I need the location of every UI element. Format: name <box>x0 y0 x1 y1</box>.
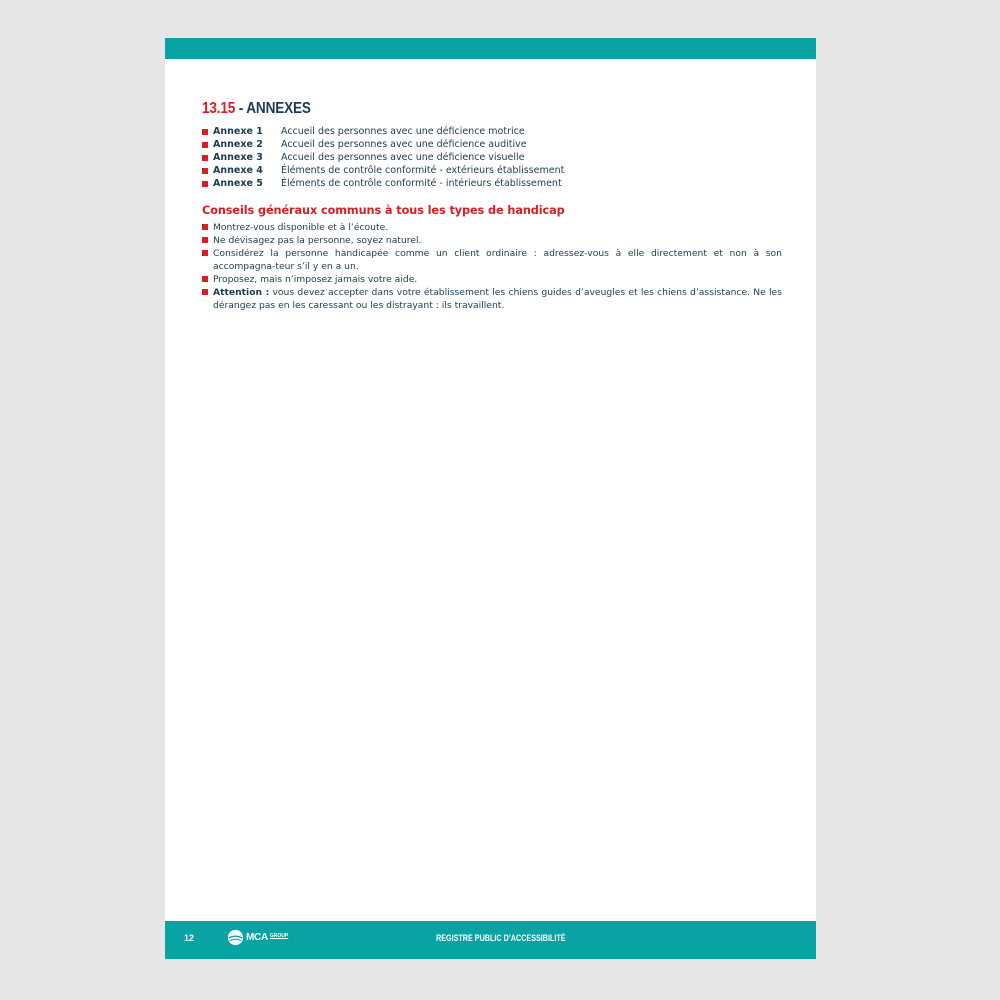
advice-text-body: Proposez, mais n’imposez jamais votre aide. <box>213 274 418 285</box>
footer-bar <box>165 921 816 959</box>
bullet-square-icon <box>202 276 208 282</box>
advice-item <box>202 234 782 247</box>
advice-item <box>202 273 782 286</box>
advice-list <box>202 221 782 312</box>
annex-label: Annexe 4 <box>213 165 263 176</box>
annex-item <box>202 164 782 177</box>
annex-description: Accueil des personnes avec une déficience visuelle <box>281 152 525 163</box>
advice-text-body: vous devez accepter dans votre établissement les chiens guides d’aveugles et les chiens d’assistance. Ne les dérangez pas en les caressant ou les distrayant : ils travaillent. <box>213 287 783 311</box>
annex-label: Annexe 5 <box>213 178 263 189</box>
advice-item <box>202 221 782 234</box>
company-logo <box>227 929 288 946</box>
footer-title: REGISTRE PUBLIC D’ACCESSIBILITÉ <box>436 933 566 943</box>
bullet-square-icon <box>202 181 208 187</box>
section-name: ANNEXES <box>246 100 311 117</box>
section-separator: - <box>235 100 247 117</box>
advice-text-body: Ne dévisagez pas la personne, soyez naturel. <box>213 235 422 246</box>
logo-text: MCA <box>246 932 268 943</box>
advice-text-body: Considérez la personne handicapée comme un client ordinaire : adressez-vous à elle directement et non à son accompagna-teur s’il y en a un. <box>213 248 782 272</box>
page-number: 12 <box>184 933 195 943</box>
annex-item <box>202 151 782 164</box>
advice-text <box>213 247 782 273</box>
annex-description: Éléments de contrôle conformité - extérieurs établissement <box>281 165 565 176</box>
page-content <box>202 100 782 312</box>
advice-text <box>213 234 782 247</box>
annex-label: Annexe 1 <box>213 126 263 137</box>
bullet-square-icon <box>202 155 208 161</box>
bullet-square-icon <box>202 224 208 230</box>
header-bar <box>165 38 816 59</box>
section-number: 13.15 <box>202 100 236 117</box>
annex-label: Annexe 3 <box>213 152 263 163</box>
logo-subtext: GROUP <box>269 932 289 939</box>
bullet-square-icon <box>202 129 208 135</box>
advice-heading: Conseils généraux communs à tous les types de handicap <box>202 204 565 217</box>
bullet-square-icon <box>202 250 208 256</box>
document-page <box>165 38 816 959</box>
annex-description: Accueil des personnes avec une déficience motrice <box>281 126 525 137</box>
section-title <box>202 100 695 118</box>
bullet-square-icon <box>202 142 208 148</box>
annex-item <box>202 177 782 190</box>
annex-item <box>202 125 782 138</box>
advice-item <box>202 286 782 312</box>
advice-strong-label: Attention : <box>213 287 270 298</box>
annex-item <box>202 138 782 151</box>
annex-list <box>202 125 782 190</box>
annex-description: Accueil des personnes avec une déficience auditive <box>281 139 527 150</box>
bullet-square-icon <box>202 237 208 243</box>
advice-text <box>213 286 782 312</box>
advice-item <box>202 247 782 273</box>
annex-description: Éléments de contrôle conformité - intérieurs établissement <box>281 178 562 189</box>
advice-text <box>213 221 782 234</box>
bullet-square-icon <box>202 168 208 174</box>
logo-globe-icon <box>227 929 244 946</box>
annex-label: Annexe 2 <box>213 139 263 150</box>
advice-text-body: Montrez-vous disponible et à l’écoute. <box>213 222 389 233</box>
advice-text <box>213 273 782 286</box>
bullet-square-icon <box>202 289 208 295</box>
